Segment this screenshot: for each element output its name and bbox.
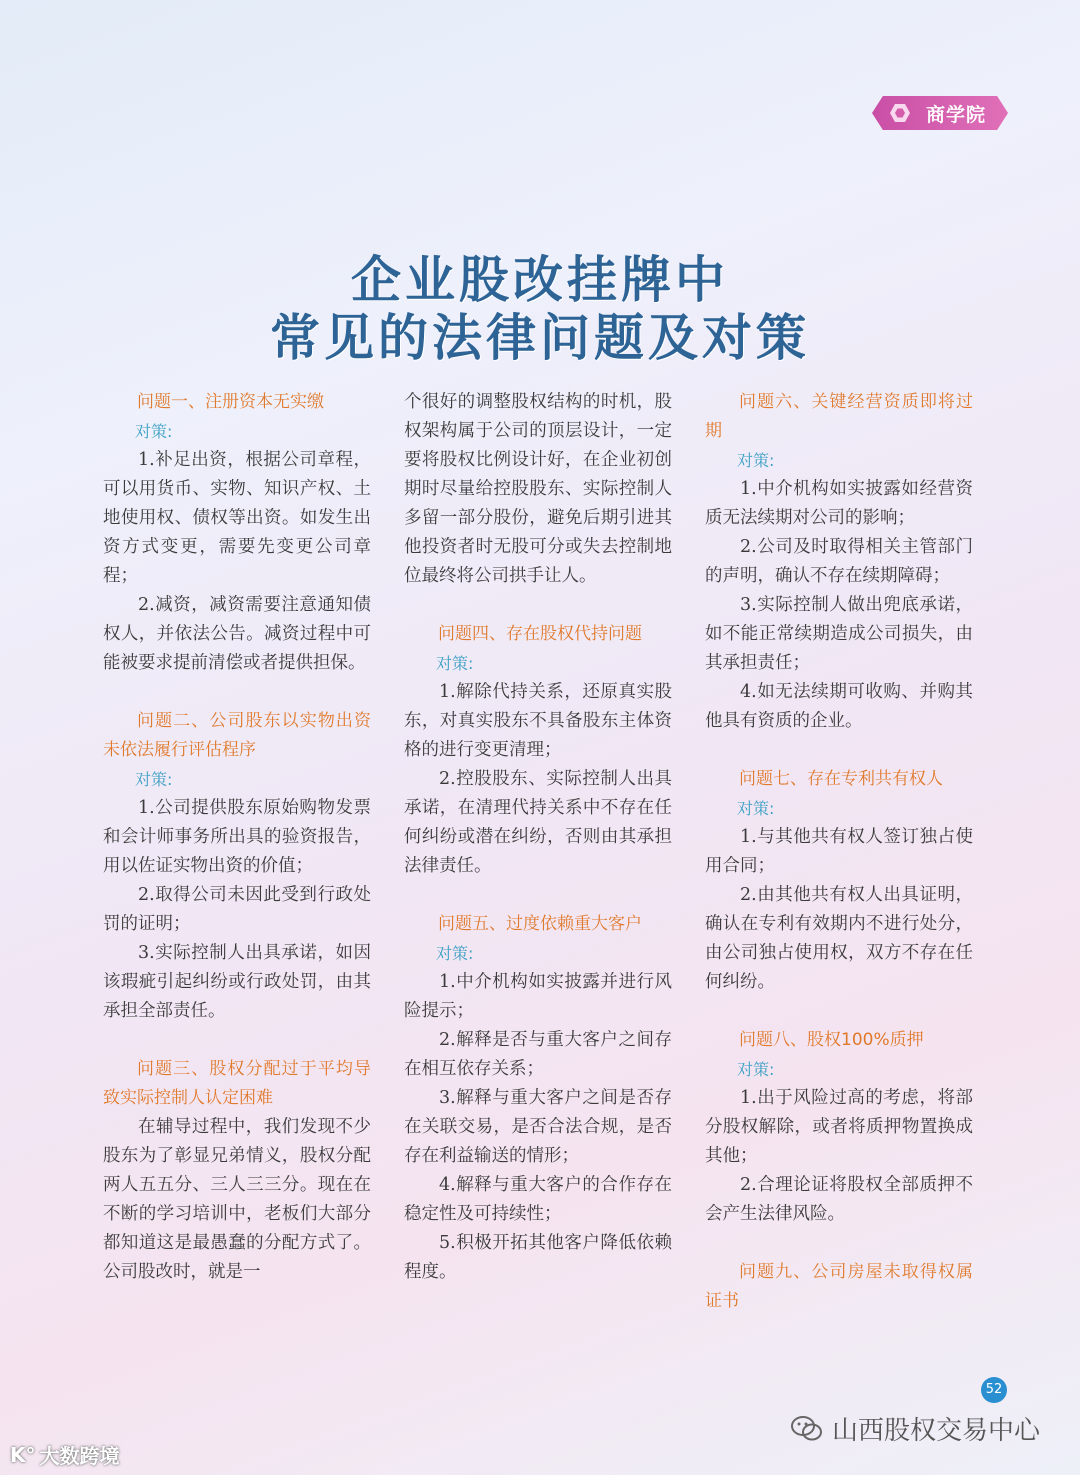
problem-heading: 问题九、公司房屋未取得权属证书 [705,1262,973,1311]
body-paragraph: 3.实际控制人做出兜底承诺，如不能正常续期造成公司损失，由其承担责任； [705,595,973,673]
article-column-3 [705,388,973,1316]
body-paragraph: 3.解释与重大客户之间是否存在关联交易，是否合法合规，是否存在利益输送的情形； [404,1088,672,1166]
solution-label: 对策: [737,1060,775,1079]
paragraph-gap [705,736,973,765]
body-paragraph: 2.减资，减资需要注意通知债权人，并依法公告。减资过程中可能被要求提前清偿或者提供担保。 [103,595,371,673]
logo-icon: K° [10,1442,36,1467]
solution-label: 对策: [135,422,173,441]
body-paragraph: 2.取得公司未因此受到行政处罚的证明； [103,885,371,934]
problem-heading: 问题四、存在股权代持问题 [438,624,642,644]
page-title-line2: 常见的法律问题及对策 [270,308,810,367]
body-paragraph: 个很好的调整股权结构的时机，股权架构属于公司的顶层设计，一定要将股权比例设计好，在企业初创期时尽量给控股股东、实际控制人多留一部分股份，避免后期引进其他投资者时无股可分或失去控制地位最终将公司拱手让人。 [404,392,672,586]
page-number: 52 [981,1377,1007,1403]
paragraph-gap [705,1229,973,1258]
watermark-left [10,1440,120,1469]
paragraph-gap [705,997,973,1026]
body-paragraph: 2.控股股东、实际控制人出具承诺，在清理代持关系中不存在任何纠纷或潜在纠纷，否则由其承担法律责任。 [404,769,672,876]
watermark-right [790,1410,1040,1447]
body-paragraph: 2.公司及时取得相关主管部门的声明，确认不存在续期障碍； [705,537,973,586]
wechat-icon [790,1414,824,1444]
body-paragraph: 3.实际控制人出具承诺，如因该瑕疵引起纠纷或行政处罚，由其承担全部责任。 [103,943,371,1021]
body-paragraph: 1.补足出资，根据公司章程，可以用货币、实物、知识产权、土地使用权、债权等出资。如发生出资方式变更，需要先变更公司章程； [103,450,371,586]
solution-label: 对策: [737,799,775,818]
body-paragraph: 1.中介机构如实披露并进行风险提示； [404,972,672,1021]
body-paragraph: 2.合理论证将股权全部质押不会产生法律风险。 [705,1175,973,1224]
body-paragraph: 在辅导过程中，我们发现不少股东为了彰显兄弟情义，股权分配两人五五分、三人三三分。现在在不断的学习培训中，老板们大部分都知道这是最愚蠢的分配方式了。公司股改时，就是一 [103,1117,371,1282]
body-paragraph: 5.积极开拓其他客户降低依赖程度。 [404,1233,672,1282]
article-column-1 [103,388,371,1287]
page-title-line1: 企业股改挂牌中 [351,250,729,309]
article-column-2 [404,388,672,1287]
section-badge [872,96,1008,130]
problem-heading: 问题一、注册资本无实缴 [137,392,324,412]
solution-label: 对策: [436,654,474,673]
solution-label: 对策: [135,770,173,789]
watermark-left-text: 大数跨境 [39,1444,120,1468]
body-paragraph: 4.如无法续期可收购、并购其他具有资质的企业。 [705,682,973,731]
problem-heading: 问题七、存在专利共有权人 [739,769,943,789]
paragraph-gap [404,881,672,910]
body-paragraph: 1.与其他共有权人签订独占使用合同； [705,827,973,876]
body-paragraph: 2.由其他共有权人出具证明，确认在专利有效期内不进行处分，由公司独占使用权，双方不存在任何纠纷。 [705,885,973,992]
solution-label: 对策: [737,451,775,470]
problem-heading: 问题五、过度依赖重大客户 [438,914,642,934]
paragraph-gap [404,591,672,620]
problem-heading: 问题三、股权分配过于平均导致实际控制人认定困难 [103,1059,371,1108]
watermark-right-text: 山西股权交易中心 [832,1416,1041,1446]
solution-label: 对策: [436,944,474,963]
body-paragraph: 1.公司提供股东原始购物发票和会计师事务所出具的验资报告，用以佐证实物出资的价值； [103,798,371,876]
body-paragraph: 1.出于风险过高的考虑，将部分股权解除，或者将质押物置换成其他； [705,1088,973,1166]
body-paragraph: 1.解除代持关系，还原真实股东，对真实股东不具备股东主体资格的进行变更清理； [404,682,672,760]
body-paragraph: 4.解释与重大客户的合作存在稳定性及可持续性； [404,1175,672,1224]
paragraph-gap [103,1026,371,1055]
badge-label: 商学院 [926,104,987,126]
problem-heading: 问题六、关键经营资质即将过期 [705,392,973,441]
body-paragraph: 2.解释是否与重大客户之间存在相互依存关系； [404,1030,672,1079]
problem-heading: 问题二、公司股东以实物出资未依法履行评估程序 [103,711,371,760]
paragraph-gap [103,678,371,707]
body-paragraph: 1.中介机构如实披露如经营资质无法续期对公司的影响； [705,479,973,528]
problem-heading: 问题八、股权100%质押 [739,1030,924,1050]
